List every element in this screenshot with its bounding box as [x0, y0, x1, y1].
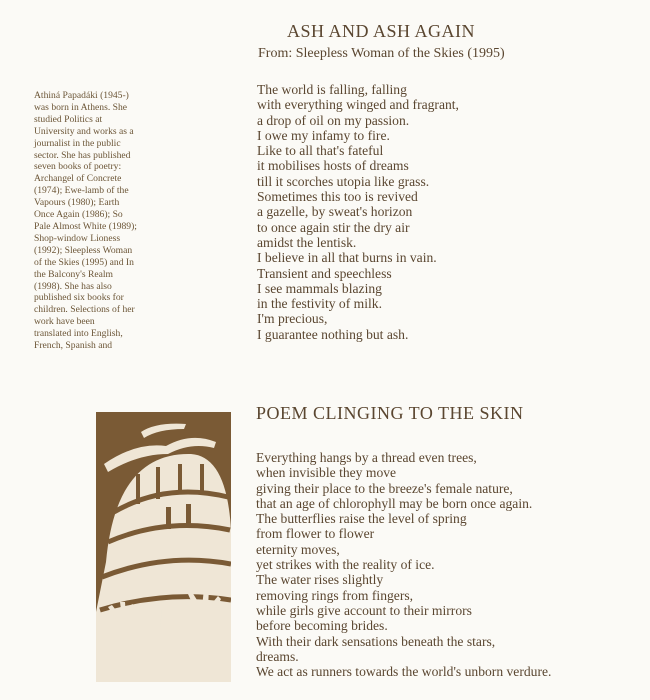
bio-line: studied Politics at	[34, 113, 103, 125]
poem-line: I owe my infamy to fire.	[257, 127, 390, 143]
author-bio	[34, 90, 174, 352]
poem-line: amidst the lentisk.	[257, 234, 357, 250]
poem-line: a drop of oil on my passion.	[257, 112, 410, 128]
bio-line: Pale Almost White (1989);	[34, 220, 137, 232]
poem-body	[257, 82, 459, 342]
bio-line: (1998). She has also	[34, 280, 112, 292]
poem-line: Everything hangs by a thread even trees,	[256, 450, 477, 465]
woodcut-globe-hands-illustration	[96, 412, 231, 682]
poem-line: With their dark sensations beneath the stars,	[256, 633, 496, 649]
poem-title: ASH AND ASH AGAIN	[287, 21, 476, 41]
poem-line: from flower to flower	[256, 526, 375, 542]
poem-source: From: Sleepless Woman of the Skies (1995)	[258, 46, 505, 61]
bio-line: published six books for	[34, 292, 124, 304]
bio-line: (1974); Ewe-lamb of the	[34, 185, 129, 197]
bio-line: University and works as a	[34, 125, 134, 137]
bio-line: sector. She has published	[34, 149, 131, 161]
poem-line: Transient and speechless	[257, 265, 392, 281]
poem-body	[256, 450, 551, 679]
poem-line: eternity moves,	[256, 541, 340, 557]
bio-line: children. Selections of her	[34, 304, 135, 316]
bio-line: of the Skies (1995) and In	[34, 256, 134, 268]
poem-title: POEM CLINGING TO THE SKIN	[256, 403, 524, 423]
poem-line: in the festivity of milk.	[257, 296, 382, 312]
poem-line: to once again stir the dry air	[257, 219, 410, 235]
poem-line: yet strikes with the reality of ice.	[256, 557, 435, 573]
poem-line: it mobilises hosts of dreams	[257, 158, 409, 174]
poem-line: Sometimes this too is revived	[257, 189, 418, 205]
bio-line: translated into English,	[34, 328, 123, 340]
bio-line: Shop-window Lioness	[34, 232, 121, 244]
poem-line: while girls give account to their mirrors	[256, 602, 472, 618]
poem-line: We act as runners towards the world's unborn verdure.	[256, 664, 552, 680]
poem-line: till it scorches utopia like grass.	[257, 173, 430, 189]
poem-line: giving their place to the breeze's female nature,	[256, 480, 513, 496]
poem-line: I guarantee nothing but ash.	[257, 326, 409, 342]
bio-line: Once Again (1986); So	[34, 209, 123, 221]
poem-line: when invisible they move	[256, 465, 397, 481]
poem-line: Like to all that's fateful	[257, 143, 384, 159]
poem-line: with everything winged and fragrant,	[257, 97, 459, 113]
poem-line: that an age of chlorophyll may be born once again.	[256, 495, 533, 511]
poem-line: The world is falling, falling	[257, 82, 407, 97]
bio-line: was born in Athens. She	[34, 101, 127, 113]
bio-line: (1992); Sleepless Woman	[34, 244, 133, 256]
poem-line: The butterflies raise the level of spring	[256, 511, 467, 527]
bio-line: the Balcony's Realm	[34, 268, 113, 280]
bio-line: French, Spanish and	[34, 340, 113, 352]
bio-line: seven books of poetry:	[34, 161, 122, 173]
poem-line: removing rings from fingers,	[256, 587, 414, 603]
poem-line: before becoming brides.	[256, 618, 388, 634]
poem-line: dreams.	[256, 648, 299, 664]
bio-line: Athiná Papadáki (1945-)	[34, 90, 129, 101]
illustration-icon	[96, 412, 231, 682]
bio-line: Vapours (1980); Earth	[34, 197, 120, 209]
poem-line: The water rises slightly	[256, 572, 384, 588]
bio-line: journalist in the public	[34, 137, 121, 149]
poem-line: I believe in all that burns in vain.	[257, 250, 437, 266]
bio-line: Archangel of Concrete	[34, 173, 122, 185]
bio-line: work have been	[34, 316, 95, 328]
poem-line: I'm precious,	[257, 311, 328, 327]
poem-line: I see mammals blazing	[257, 280, 382, 296]
poem-line: a gazelle, by sweat's horizon	[257, 204, 413, 220]
